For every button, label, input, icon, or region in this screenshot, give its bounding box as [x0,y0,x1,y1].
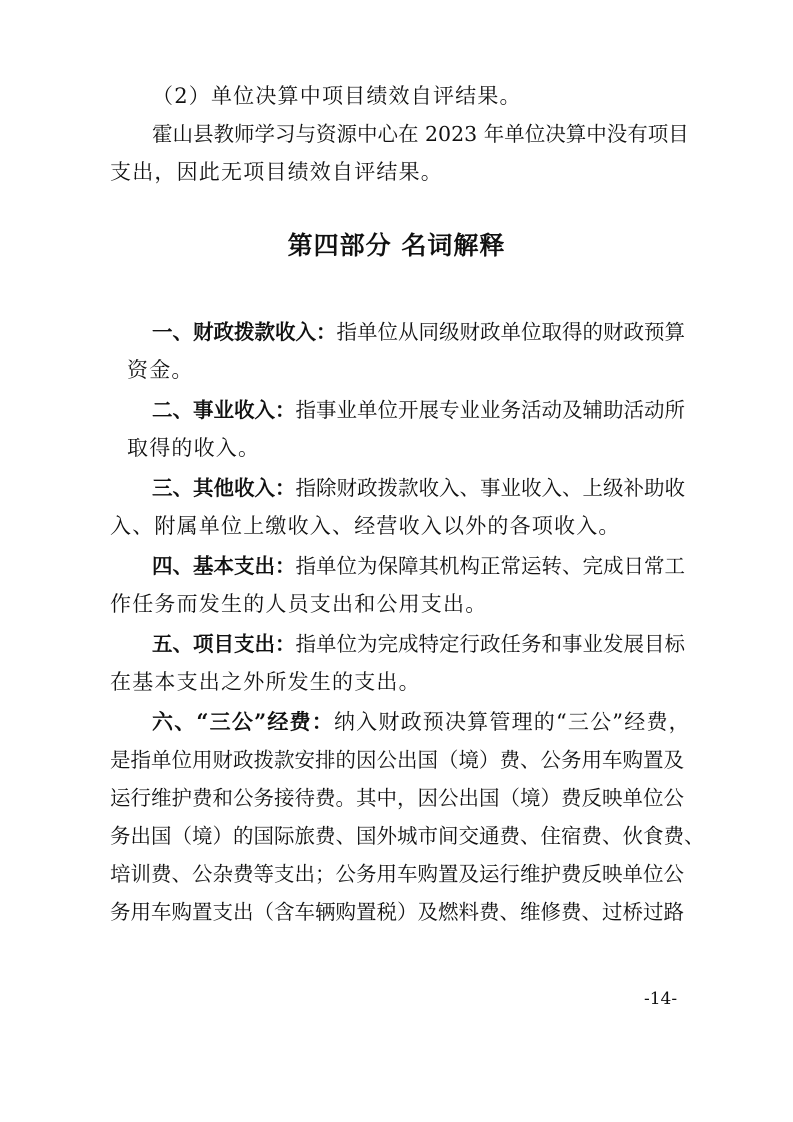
definition-term: 三、其他收入： [152,476,296,500]
definition-term: 六、“三公”经费： [152,709,334,734]
definition-continuation: 运行维护费和公务接待费。其中，因公出国（境）费反映单位公 [110,786,684,810]
definition-business-income [152,396,685,424]
definition-continuation: 在基本支出之外所发生的支出。 [110,670,421,694]
definition-text: 纳入财政预决算管理的“三公”经费， [333,710,691,734]
subheading-project-evaluation: （2）单位决算中项目绩效自评结果。 [152,84,522,108]
definition-text: 指单位为完成特定行政任务和事业发展目标 [295,632,685,656]
definition-continuation: 取得的收入。 [127,436,261,460]
definition-continuation: 资金。 [127,358,194,382]
definition-fiscal-appropriation [152,318,685,346]
definition-three-public-expenses [152,708,691,736]
page-number: -14- [644,989,678,1009]
definition-other-income [152,474,685,502]
definition-term: 四、基本支出： [152,554,296,578]
definition-continuation: 作任务而发生的人员支出和公用支出。 [110,592,488,616]
definition-text: 指事业单位开展专业业务活动及辅助活动所 [295,398,685,422]
definition-term: 一、财政拨款收入： [152,320,337,344]
definition-continuation: 入、附属单位上缴收入、经营收入以外的各项收入。 [110,514,621,538]
definition-continuation: 是指单位用财政拨款安排的因公出国（境）费、公务用车购置及 [110,748,684,772]
part-title: 第四部分 名词解释 [287,231,506,260]
definition-term: 五、项目支出： [152,632,296,656]
definition-text: 指除财政拨款收入、事业收入、上级补助收 [295,476,685,500]
definition-term: 二、事业收入： [152,398,296,422]
definition-project-expenditure [152,630,685,658]
paragraph-line: 霍山县教师学习与资源中心在 2023 年单位决算中没有项目 [152,122,689,146]
paragraph-line: 支出，因此无项目绩效自评结果。 [110,160,443,184]
definition-continuation: 务用车购置支出（含车辆购置税）及燃料费、维修费、过桥过路 [110,900,684,924]
definition-continuation: 务出国（境）的国际旅费、国外城市间交通费、住宿费、伙食费、 [110,824,705,848]
definition-text: 指单位为保障其机构正常运转、完成日常工 [295,554,685,578]
definition-basic-expenditure [152,552,685,580]
definition-text: 指单位从同级财政单位取得的财政预算 [336,320,685,344]
definition-continuation: 培训费、公杂费等支出；公务用车购置及运行维护费反映单位公 [110,862,684,886]
